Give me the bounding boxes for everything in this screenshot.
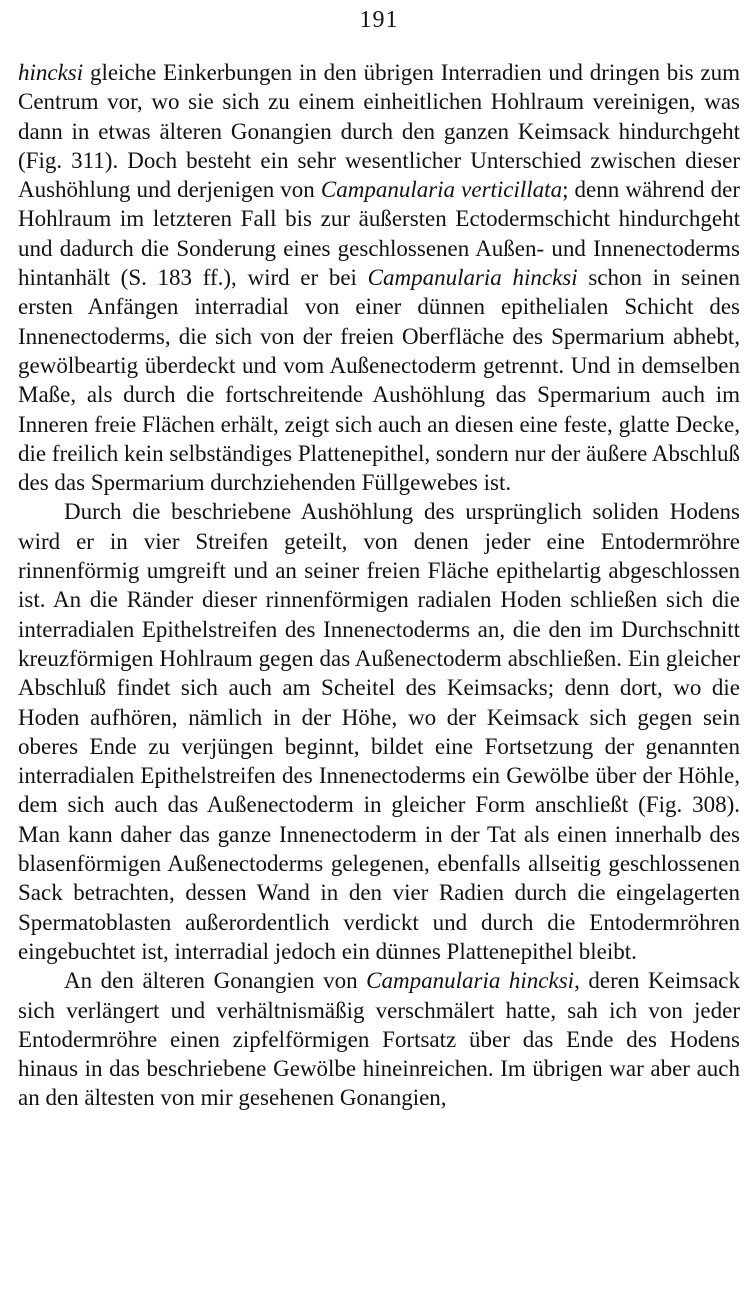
paragraph-1-segment: schon in seinen ersten Anfängen interradial von einer dünnen epithelialen Schicht des Innenectoderms, die sich von der freien Oberfläche des Spermarium abhebt, gewölbeartig überdeckt und vom Außenectoderm getrennt. Und in demselben Maße, als durch die fortschreitende Aushöhlung das Spermarium auch im Inneren freie Flächen erhält, zeigt sich auch an diesen eine feste, glatte Decke, die freilich kein selbständiges Plattenepithel, sondern nur der äußere Abschluß des das Spermarium durchziehenden Füllgewebes ist.	[18, 265, 740, 496]
paragraph-1-segment: Campanularia verticillata	[320, 177, 563, 203]
paragraph-2-segment: Durch die beschriebene Aushöhlung des ursprünglich soliden Hodens wird er in vier Streifen geteilt, von denen jeder eine Entodermröhre rinnenförmig umgreift und an seiner freien Fläche epithelartig abgeschlossen ist. An die Ränder dieser rinnenförmigen radialen Hoden schließen sich die interradialen Epithelstreifen des Innenectoderms an, die den im Durchschnitt kreuzförmigen Hohlraum gegen das Außenectoderm abschließen. Ein gleicher Abschluß findet sich auch am Scheitel des Keimsacks; denn dort, wo die Hoden aufhören, nämlich in der Höhe, wo der Keimsack sich gegen sein oberes Ende zu verjüngen beginnt, bildet eine Fortsetzung der genannten interradialen Epithelstreifen des Innenectoderms ein Gewölbe über der Höhle, dem sich auch das Außenectoderm in gleicher Form anschließt (Fig. 308). Man kann daher das ganze Innenectoderm in der Tat als einen innerhalb des blasenförmigen Außenectoderms gelegenen, ebenfalls allseitig geschlossenen Sack betrachten, dessen Wand in den vier Radien durch die eingelagerten Spermatoblasten außerordentlich verdickt und durch die Entodermröhren eingebuchtet ist, interradial jedoch ein dünnes Plattenepithel bleibt.	[18, 499, 740, 964]
paragraph-3	[18, 966, 740, 1112]
paragraph-1-segment: hincksi	[18, 60, 84, 85]
paragraph-1-segment: Campanularia hincksi	[367, 265, 578, 291]
paragraph-3-segment: , deren Keimsack sich verlängert und verhältnismäßig verschmälert hatte, sah ich von jeder Entodermröhre einen zipfelförmigen Fortsatz über das Ende des Hodens hinaus in das beschriebene Gewölbe hineinreichen. Im übrigen war aber auch an den ältesten von mir gesehenen Gonangien,	[18, 968, 740, 1111]
paragraph-3-segment: Campanularia hincksi	[366, 968, 575, 994]
document-page	[18, 4, 740, 1113]
paragraph-3-segment: An den älteren Gonangien von	[64, 968, 367, 994]
paragraph-2	[18, 497, 740, 966]
paragraph-1	[18, 58, 740, 497]
paragraph-1-segment: ; denn während der Hohlraum im letzteren Fall bis zur äußersten Ectodermschicht hindurchgeht und dadurch die Sonderung eines geschlossenen Außen- und Innenectoderms hintanhält (S. 183 ff.), wird er bei	[18, 177, 740, 291]
page-number: 191	[359, 7, 399, 33]
paragraph-1-segment: gleiche Einkerbungen in den übrigen Interradien und dringen bis zum Centrum vor, wo sie sich zu einem einheitlichen Hohlraum vereinigen, was dann in etwas älteren Gonangien durch den ganzen Keimsack hindurchgeht (Fig. 311). Doch besteht ein sehr wesentlicher Unterschied zwischen dieser Aushöhlung und derjenigen von	[18, 60, 740, 203]
